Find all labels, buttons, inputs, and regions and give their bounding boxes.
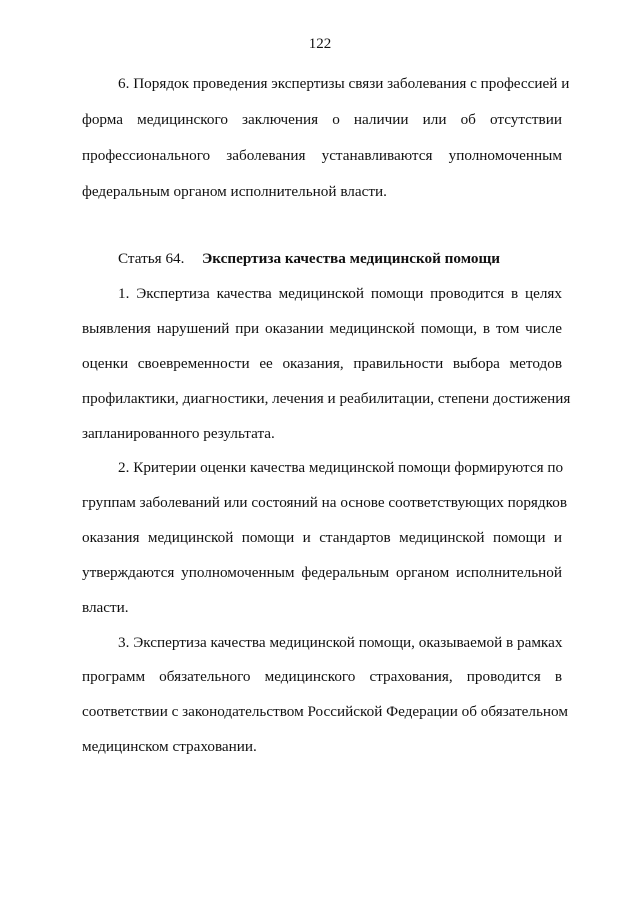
paragraph-1-line-3: оценки своевременности ее оказания, правильности выбора методов (82, 355, 562, 372)
paragraph-1-line-5: запланированного результата. (82, 425, 275, 442)
paragraph-3-line-1: 3. Экспертиза качества медицинской помощи, оказываемой в рамках (118, 634, 563, 651)
section-6-line-1: 6. Порядок проведения экспертизы связи заболевания с профессией и (118, 75, 570, 92)
section-6-line-3: профессионального заболевания устанавливаются уполномоченным (82, 147, 562, 164)
section-6-line-4: федеральным органом исполнительной власти. (82, 183, 387, 200)
paragraph-2-line-5: власти. (82, 599, 129, 616)
article-title: Экспертиза качества медицинской помощи (202, 250, 501, 267)
paragraph-1-line-1: 1. Экспертиза качества медицинской помощи проводится в целях (118, 285, 562, 302)
paragraph-2-line-4: утверждаются уполномоченным федеральным органом исполнительной (82, 564, 562, 581)
paragraph-2-line-2: группам заболеваний или состояний на основе соответствующих порядков (82, 494, 567, 511)
paragraph-3-line-3: соответствии с законодательством Российской Федерации об обязательном (82, 703, 568, 720)
page-number: 122 (308, 36, 332, 52)
paragraph-3-line-2: программ обязательного медицинского страхования, проводится в (82, 668, 562, 685)
paragraph-1-line-4: профилактики, диагностики, лечения и реабилитации, степени достижения (82, 390, 571, 407)
section-6-line-2: форма медицинского заключения о наличии или об отсутствии (82, 111, 562, 128)
paragraph-3-line-4: медицинском страховании. (82, 738, 257, 755)
paragraph-2-line-1: 2. Критерии оценки качества медицинской помощи формируются по (118, 459, 564, 476)
paragraph-1-line-2: выявления нарушений при оказании медицинской помощи, в том числе (82, 320, 562, 337)
paragraph-2-line-3: оказания медицинской помощи и стандартов медицинской помощи и (82, 529, 562, 546)
article-number: Статья 64. (118, 250, 185, 267)
